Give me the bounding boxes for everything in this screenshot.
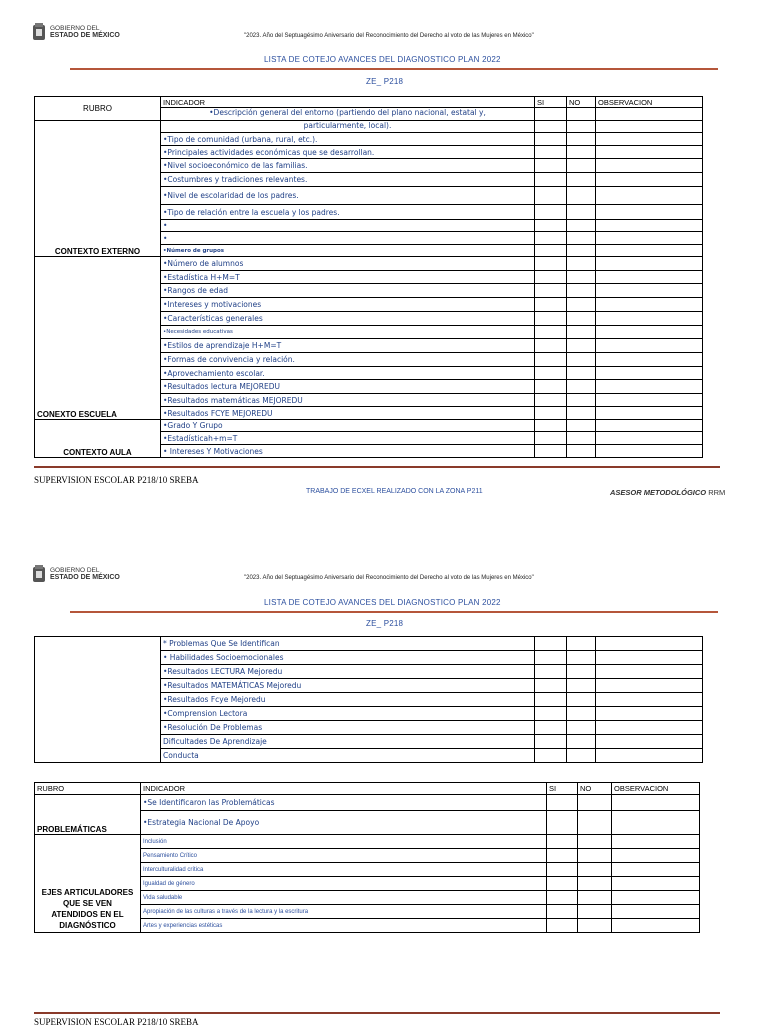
si-cell[interactable] [535,245,567,257]
table-row: •Intereses y motivaciones [161,298,535,312]
obs-cell[interactable] [596,749,703,763]
footer-supervision-2: SUPERVISION ESCOLAR P218/10 SREBA [34,1017,199,1027]
indicador-header: INDICADOR [141,783,547,795]
si-cell[interactable] [535,407,567,420]
no-cell[interactable] [578,849,612,863]
obs-cell[interactable] [596,284,703,298]
contexto-escuela-label: CONEXTO ESCUELA [35,257,161,420]
no-cell[interactable] [567,187,596,205]
no-cell[interactable] [567,284,596,298]
si-cell[interactable] [535,187,567,205]
obs-cell[interactable] [596,232,703,245]
si-cell[interactable] [535,353,567,367]
table-row: Apropiación de las culturas a través de la lectura y la escritura [141,905,547,919]
header-rule-2 [70,611,718,613]
si-cell[interactable] [535,146,567,159]
obs-cell[interactable] [596,326,703,339]
si-cell[interactable] [535,380,567,394]
table-row: •Tipo de relación entre la escuela y los padres. [161,205,535,220]
table-row: * Problemas Que Se Identifican [161,637,535,651]
indicator-text: •Número de grupos [163,247,225,254]
no-cell[interactable] [567,407,596,420]
ejes-articuladores-label [35,835,141,933]
si-cell[interactable] [535,707,567,721]
table-row: •Estadística H+M=T [161,271,535,284]
ejes-line3: ATENDIDOS EN EL [51,910,124,919]
no-cell[interactable] [578,919,612,933]
government-logo [32,22,120,42]
observacion-header: OBSERVACION [596,97,703,108]
no-cell[interactable] [578,835,612,849]
no-cell[interactable] [567,445,596,458]
obs-cell[interactable] [612,891,700,905]
indicator-continuation: particularmente, local). [161,121,535,133]
no-header: NO [578,783,612,795]
si-cell[interactable] [547,905,578,919]
no-cell[interactable] [567,432,596,445]
contexto-externo-label: CONTEXTO EXTERNO [35,121,161,257]
no-cell[interactable] [567,173,596,187]
no-cell[interactable] [578,905,612,919]
si-cell[interactable] [547,919,578,933]
table-row: Inclusión [141,835,547,849]
obs-cell[interactable] [596,205,703,220]
si-cell[interactable] [535,394,567,407]
table-row: •Estrategia Nacional De Apoyo [141,811,547,835]
no-cell[interactable] [567,380,596,394]
table-row: •Resultados FCYE MEJOREDU [161,407,535,420]
no-cell[interactable] [567,326,596,339]
no-cell[interactable] [567,749,596,763]
obs-cell[interactable] [596,693,703,707]
no-header: NO [567,97,596,108]
si-cell[interactable] [535,693,567,707]
si-cell[interactable] [547,877,578,891]
table-row: •Principales actividades económicas que se desarrollan. [161,146,535,159]
si-cell[interactable] [535,339,567,353]
si-cell[interactable] [535,665,567,679]
table-row: • Habilidades Socioemocionales [161,651,535,665]
no-cell[interactable] [567,721,596,735]
header-rule [70,68,718,70]
no-cell[interactable] [567,693,596,707]
table-row: •Aprovechamiento escolar. [161,367,535,380]
table-row: Dificultades De Aprendizaje [161,735,535,749]
no-cell[interactable] [578,863,612,877]
obs-cell[interactable] [596,721,703,735]
table-row: •Resultados LECTURA Mejoredu [161,665,535,679]
si-cell[interactable] [547,795,578,811]
footer-asesor [610,488,725,497]
no-cell[interactable] [567,108,596,121]
table-row: •Nivel socioeconómico de las familias. [161,159,535,173]
si-cell[interactable] [535,220,567,232]
si-cell[interactable] [547,811,578,835]
table-row: •Resultados lectura MEJOREDU [161,380,535,394]
si-cell[interactable] [535,735,567,749]
no-cell[interactable] [567,420,596,432]
no-cell[interactable] [578,795,612,811]
obs-cell[interactable] [596,298,703,312]
si-cell[interactable] [547,835,578,849]
table-row: •Se Identificaron las Problemáticas [141,795,547,811]
si-cell[interactable] [535,721,567,735]
si-cell[interactable] [535,108,567,121]
obs-cell[interactable] [596,187,703,205]
checklist-table-1 [34,96,703,458]
contexto-aula-label: CONTEXTO AULA [35,420,161,458]
obs-cell[interactable] [612,863,700,877]
si-cell[interactable] [547,891,578,905]
state-seal-icon [32,22,46,42]
obs-cell[interactable] [596,159,703,173]
no-cell[interactable] [567,679,596,693]
government-logo-2 [32,564,120,584]
obs-cell[interactable] [596,146,703,159]
table-row: •Rangos de edad [161,284,535,298]
table-row: •Estilos de aprendizaje H+M=T [161,339,535,353]
table-row [161,245,535,257]
table-row: •Número de alumnos [161,257,535,271]
obs-cell[interactable] [596,420,703,432]
logo-line2: ESTADO DE MÉXICO [50,32,120,39]
si-cell[interactable] [547,849,578,863]
problematicas-label: PROBLEMÁTICAS [35,795,141,835]
indicador-header: INDICADOR [161,97,535,108]
si-cell[interactable] [535,420,567,432]
si-cell[interactable] [535,121,567,133]
no-cell[interactable] [578,891,612,905]
obs-cell[interactable] [612,811,700,835]
zone-label: ZE_ P218 [366,77,404,86]
table-row: •Costumbres y tradiciones relevantes. [161,173,535,187]
si-cell[interactable] [535,651,567,665]
logo-line1: GOBIERNO DEL [50,25,100,32]
si-cell[interactable] [535,173,567,187]
obs-cell[interactable] [596,257,703,271]
obs-cell[interactable] [612,849,700,863]
obs-cell[interactable] [596,735,703,749]
si-cell[interactable] [535,749,567,763]
obs-cell[interactable] [596,367,703,380]
obs-cell[interactable] [596,353,703,367]
table-row: •Resolución De Problemas [161,721,535,735]
no-cell[interactable] [567,707,596,721]
table-row: Vida saludable [141,891,547,905]
rubro-header: RUBRO [35,97,161,121]
obs-cell[interactable] [612,877,700,891]
zone-label-2: ZE_ P218 [366,619,404,628]
obs-cell[interactable] [612,835,700,849]
ejes-line1: EJES ARTICULADORES [41,888,134,897]
obs-cell[interactable] [596,271,703,284]
obs-cell[interactable] [596,679,703,693]
si-cell[interactable] [535,159,567,173]
no-cell[interactable] [567,257,596,271]
obs-cell[interactable] [596,173,703,187]
logo-line2: ESTADO DE MÉXICO [50,574,120,581]
obs-cell[interactable] [596,665,703,679]
observacion-header: OBSERVACION [612,783,700,795]
no-cell[interactable] [567,232,596,245]
table-row: •Grado Y Grupo [161,420,535,432]
ejes-line2: QUE SE VEN [63,899,112,908]
no-cell[interactable] [567,339,596,353]
no-cell[interactable] [567,220,596,232]
no-cell[interactable] [567,735,596,749]
table-row: • [161,220,535,232]
no-cell[interactable] [567,245,596,257]
si-cell[interactable] [535,232,567,245]
obs-cell[interactable] [596,121,703,133]
no-cell[interactable] [567,298,596,312]
table-row: •Necesidades educativas [161,326,535,339]
table-row: •Estadísticah+m=T [161,432,535,445]
no-cell[interactable] [567,146,596,159]
no-cell[interactable] [567,205,596,220]
obs-cell[interactable] [612,795,700,811]
table-row: •Características generales [161,312,535,326]
si-cell[interactable] [535,367,567,380]
obs-cell[interactable] [596,445,703,458]
asesor-initials: RRM [706,488,726,497]
logo-text [50,25,120,39]
si-cell[interactable] [535,205,567,220]
obs-cell[interactable] [596,707,703,721]
si-cell[interactable] [535,445,567,458]
footer-supervision: SUPERVISION ESCOLAR P218/10 SREBA [34,475,199,485]
logo-line1: GOBIERNO DEL [50,567,100,574]
table-row: •Resultados matemáticas MEJOREDU [161,394,535,407]
table-row [161,108,535,121]
no-cell[interactable] [567,312,596,326]
no-cell[interactable] [567,133,596,146]
si-cell[interactable] [535,257,567,271]
year-motto-2: "2023. Año del Septuagésimo Aniversario del Reconocimiento del Derecho al voto de las Mujeres en México" [244,575,534,581]
obs-cell[interactable] [596,339,703,353]
no-cell[interactable] [567,271,596,284]
table-row: •Tipo de comunidad (urbana, rural, etc.). [161,133,535,146]
si-cell[interactable] [535,312,567,326]
obs-cell[interactable] [596,133,703,146]
table-row: •Formas de convivencia y relación. [161,353,535,367]
footer-rule [34,466,720,468]
si-cell[interactable] [535,637,567,651]
no-cell[interactable] [567,159,596,173]
no-cell[interactable] [567,367,596,380]
no-cell[interactable] [567,394,596,407]
no-cell[interactable] [567,665,596,679]
document-title: LISTA DE COTEJO AVANCES DEL DIAGNOSTICO PLAN 2022 [264,55,501,64]
footer-work-note: TRABAJO DE ECXEL REALIZADO CON LA ZONA P211 [306,488,483,495]
indicator-text: •Descripción general del entorno (partiendo del plano nacional, estatal y, [209,108,486,117]
obs-cell[interactable] [596,245,703,257]
table-row: Interculturalidad crítica [141,863,547,877]
obs-cell[interactable] [596,220,703,232]
year-motto: "2023. Año del Septuagésimo Aniversario del Reconocimiento del Derecho al voto de las Mujeres en México" [244,33,534,39]
ejes-line4: DIAGNÓSTICO [59,921,116,930]
si-cell[interactable] [535,298,567,312]
si-cell[interactable] [547,863,578,877]
footer-rule-2 [34,1012,720,1014]
obs-cell[interactable] [596,312,703,326]
obs-cell[interactable] [596,651,703,665]
si-header: SI [547,783,578,795]
table-row: • Intereses Y Motivaciones [161,445,535,458]
obs-cell[interactable] [596,108,703,121]
si-cell[interactable] [535,326,567,339]
logo-text [50,567,120,581]
obs-cell[interactable] [612,905,700,919]
si-cell[interactable] [535,679,567,693]
table-row: Conducta [161,749,535,763]
obs-cell[interactable] [596,380,703,394]
asesor-title: ASESOR METODOLÓGICO [610,488,707,497]
si-cell[interactable] [535,271,567,284]
rubro-header: RUBRO [35,783,141,795]
rubro-empty-cell [35,637,161,763]
obs-cell[interactable] [596,394,703,407]
no-cell[interactable] [578,811,612,835]
table-row: •Resultados Fcye Mejoredu [161,693,535,707]
si-cell[interactable] [535,284,567,298]
no-cell[interactable] [567,651,596,665]
table-row: Igualdad de género [141,877,547,891]
table-row: •Comprension Lectora [161,707,535,721]
checklist-table-3 [34,782,700,933]
state-seal-icon [32,564,46,584]
obs-cell[interactable] [596,637,703,651]
si-cell[interactable] [535,432,567,445]
no-cell[interactable] [567,353,596,367]
table-row: Pensamiento Crítico [141,849,547,863]
obs-cell[interactable] [612,919,700,933]
si-cell[interactable] [535,133,567,146]
table-row: Artes y experiencias estéticas [141,919,547,933]
table-row: • [161,232,535,245]
obs-cell[interactable] [596,407,703,420]
no-cell[interactable] [567,121,596,133]
si-header: SI [535,97,567,108]
table-row: •Nivel de escolaridad de los padres. [161,187,535,205]
no-cell[interactable] [578,877,612,891]
obs-cell[interactable] [596,432,703,445]
table-row: •Resultados MATEMÁTICAS Mejoredu [161,679,535,693]
document-title-2: LISTA DE COTEJO AVANCES DEL DIAGNOSTICO PLAN 2022 [264,598,501,607]
checklist-table-2 [34,636,703,763]
no-cell[interactable] [567,637,596,651]
